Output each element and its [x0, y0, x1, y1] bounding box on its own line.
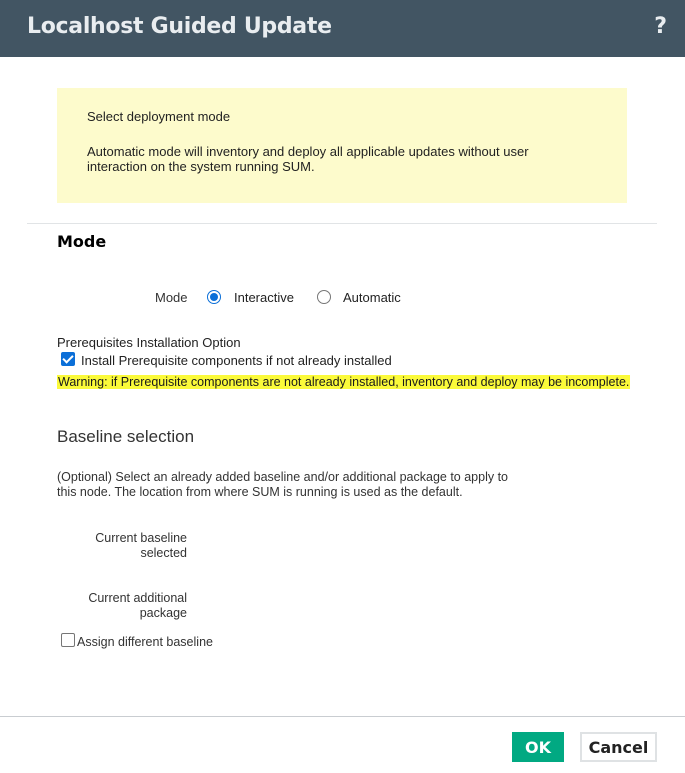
help-icon[interactable]: ? — [654, 14, 667, 39]
info-description: Automatic mode will inventory and deploy all applicable updates without user interaction on the system running SUM. — [87, 144, 529, 174]
dialog-title: Localhost Guided Update — [27, 14, 332, 39]
prereq-checkbox-label[interactable]: Install Prerequisite components if not already installed — [81, 353, 392, 368]
cancel-button[interactable]: Cancel — [580, 732, 657, 762]
current-baseline-label-line2: selected — [140, 546, 187, 560]
mode-option-automatic-label[interactable]: Automatic — [343, 290, 401, 305]
mode-radio-automatic[interactable] — [317, 290, 331, 304]
info-heading: Select deployment mode — [87, 109, 231, 124]
dialog-titlebar — [0, 0, 685, 57]
prereq-warning: Warning: if Prerequisite components are not already installed, inventory and deploy may be incomplete. — [58, 375, 630, 389]
mode-field-label: Mode — [155, 290, 188, 305]
current-package-label-line1: Current additional — [88, 591, 187, 605]
prereq-section-title: Prerequisites Installation Option — [57, 335, 241, 350]
mode-section-title: Mode — [57, 232, 107, 251]
current-package-label — [88, 591, 187, 621]
current-package-label-line2: package — [139, 606, 187, 620]
section-divider — [27, 223, 657, 224]
assign-baseline-label[interactable]: Assign different baseline — [77, 635, 213, 649]
footer-divider — [0, 716, 685, 717]
current-baseline-label — [95, 531, 187, 561]
prereq-checkbox[interactable] — [61, 352, 75, 366]
mode-option-interactive-label[interactable]: Interactive — [234, 290, 294, 305]
baseline-description: (Optional) Select an already added baseline and/or additional package to apply to this node. The location from where SUM is running is used as the default. — [57, 470, 509, 499]
mode-radio-interactive[interactable] — [207, 290, 221, 304]
info-box — [57, 88, 627, 203]
baseline-section-title: Baseline selection — [57, 427, 195, 446]
assign-baseline-checkbox[interactable] — [61, 633, 75, 647]
ok-button[interactable]: OK — [512, 732, 564, 762]
current-baseline-label-line1: Current baseline — [95, 531, 187, 545]
